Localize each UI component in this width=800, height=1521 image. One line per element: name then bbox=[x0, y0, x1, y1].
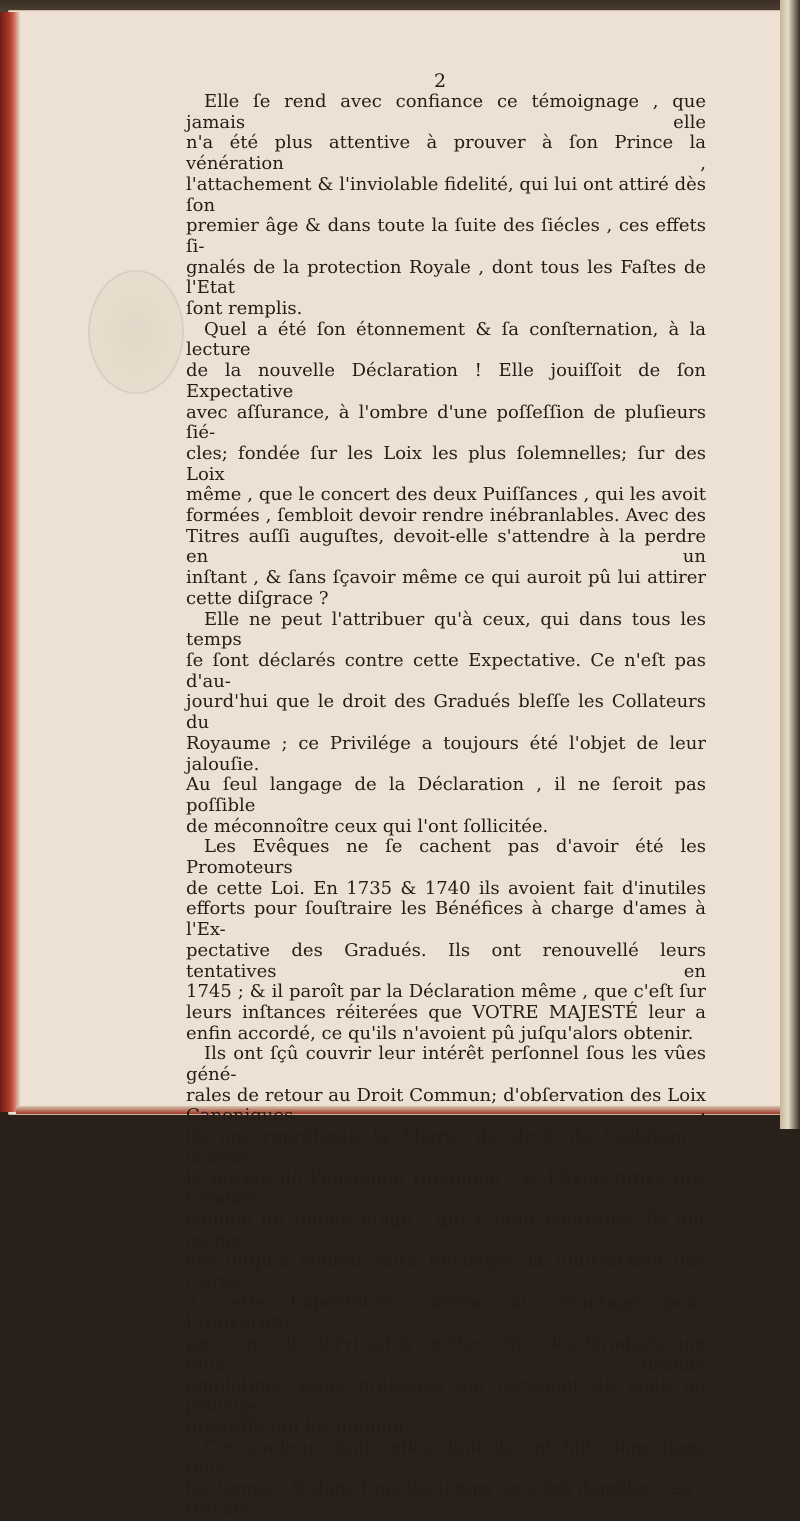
page-left-red-edge bbox=[0, 12, 20, 1112]
text-line: Au ſeul langage de la Déclaration , il ne ſeroit pas poſſible bbox=[186, 774, 706, 816]
text-line: intéreſſé qui les animoit. bbox=[186, 1416, 411, 1437]
paragraph-1 bbox=[186, 92, 706, 320]
page-number: 2 bbox=[434, 70, 447, 92]
text-line: l'attachement & l'inviolable fidelité, qui lui ont attiré dès ſon bbox=[186, 173, 706, 216]
text-line: 1745 ; & il paroît par la Déclaration même , que c'eſt ſur bbox=[186, 981, 706, 1003]
text-line: ſont remplis. bbox=[186, 298, 303, 320]
paragraph-3 bbox=[186, 610, 706, 838]
text-line: cette diſgrace ? bbox=[186, 587, 329, 609]
text-line: Elle ne peut l'attribuer qu'à ceux, qui dans tous les temps bbox=[186, 608, 706, 651]
text-line: émulation. Vains prétextes qui ſervoient de voile au principe bbox=[186, 1374, 706, 1417]
text-line: n'a été plus attentive à prouver à ſon Prince la vénération , bbox=[186, 132, 706, 175]
text-line: Royaume ; ce Privilége a toujours été l'objet de leur jalouſie. bbox=[186, 732, 706, 775]
text-line: parce qu'elle ſerviroit à exciter entre les Gradués une plus grande bbox=[186, 1333, 706, 1375]
text-line: été juſqu'à vouloir faire enviſager la ſouſtraction des Cures bbox=[186, 1250, 706, 1293]
text-line: premier âge & dans toute la ſuite des ſiécles , ces effets ſi- bbox=[186, 215, 706, 257]
text-line: cles; fondée ſur les Loix les plus ſolemnelles; ſur des Loix bbox=[186, 442, 706, 485]
text-line: la pureté de l'ancienne Diſcipline , & l'Expectative des Gradués bbox=[186, 1167, 706, 1210]
text-line: Ces couleurs ſont celles dont ils ont fait uſage dans tous bbox=[186, 1436, 706, 1479]
text-line: jourd'hui que le droit des Gradués bleſſe les Collateurs du bbox=[186, 691, 706, 734]
text-line: inſtant , & ſans ſçavoir même ce qui auroit pû lui attirer bbox=[186, 567, 706, 589]
text-line: ſe ſont déclarés contre cette Expectative. Ce n'eſt pas d'au- bbox=[186, 649, 706, 692]
text-line: de méconnoître ceux qui l'ont ſollicitée. bbox=[186, 815, 549, 837]
text-line: Ils ont ſçû couvrir leur intérêt perſonnel ſous les vûes géné- bbox=[186, 1043, 706, 1086]
text-line: avec aſſurance, à l'ombre d'une poſſeſſion de pluſieurs ſié- bbox=[186, 401, 706, 444]
paragraph-4 bbox=[186, 837, 706, 1044]
text-line: gnalés de la protection Royale , dont tous les Faſtes de l'Etat bbox=[186, 256, 706, 299]
text-line: pectative des Gradués. Ils ont renouvellé leurs tentatives en bbox=[186, 939, 706, 982]
text-line: à cette Expectative comme un avantage pour l'Univerſité , bbox=[186, 1291, 706, 1334]
text-line: enfin accordé, ce qu'ils n'avoient pû juſqu'alors obtenir. bbox=[186, 1022, 694, 1044]
text-line: Titres auſſi auguſtes, devoit-elle s'attendre à la perdre en un bbox=[186, 525, 706, 568]
text-line: de cette Loi. En 1735 & 1740 ils avoient fait d'inutiles bbox=[186, 877, 706, 899]
paragraph-5 bbox=[186, 1044, 706, 1437]
text-line: efforts pour ſouſtraire les Bénéfices à charge d'ames à l'Ex- bbox=[186, 898, 706, 941]
text-line: ils ont repréſenté la liberté du droit de Collation , comme bbox=[186, 1126, 706, 1168]
next-page-edge bbox=[780, 0, 800, 1129]
text-line: formées , ſembloit devoir rendre inébranlables. Avec des bbox=[186, 505, 706, 527]
text-line: Elle ſe rend avec confiance ce témoignage , que jamais elle bbox=[186, 91, 706, 133]
text-line: rales de retour au Droit Commun; d'obſervation des Loix Canoniques : bbox=[186, 1084, 706, 1127]
paragraph-2 bbox=[186, 320, 706, 610]
paragraph-6 bbox=[186, 1438, 706, 1521]
body-text bbox=[186, 92, 706, 1521]
text-line: Les Evêques ne ſe cachent pas d'avoir été les Promoteurs bbox=[186, 836, 706, 879]
text-line: de la nouvelle Déclaration ! Elle jouiſſoit de ſon Expectative bbox=[186, 360, 706, 402]
faded-library-stamp bbox=[88, 270, 184, 394]
text-line: même , que le concert des deux Puiſſances , qui les avoit bbox=[186, 484, 706, 506]
text-line: leurs inſtances réiterées que VOTRE MAJESTÉ leur a bbox=[186, 1001, 706, 1023]
text-line: comme un ſimple uſage , qui y étoit contraire. Ils ont même bbox=[186, 1208, 706, 1251]
text-line: Quel a été ſon étonnement & ſa conſternation, à la lecture bbox=[186, 318, 706, 361]
text-line: les temps ; & dans tous les temps on a ſçû démêler , au travers bbox=[186, 1478, 692, 1520]
